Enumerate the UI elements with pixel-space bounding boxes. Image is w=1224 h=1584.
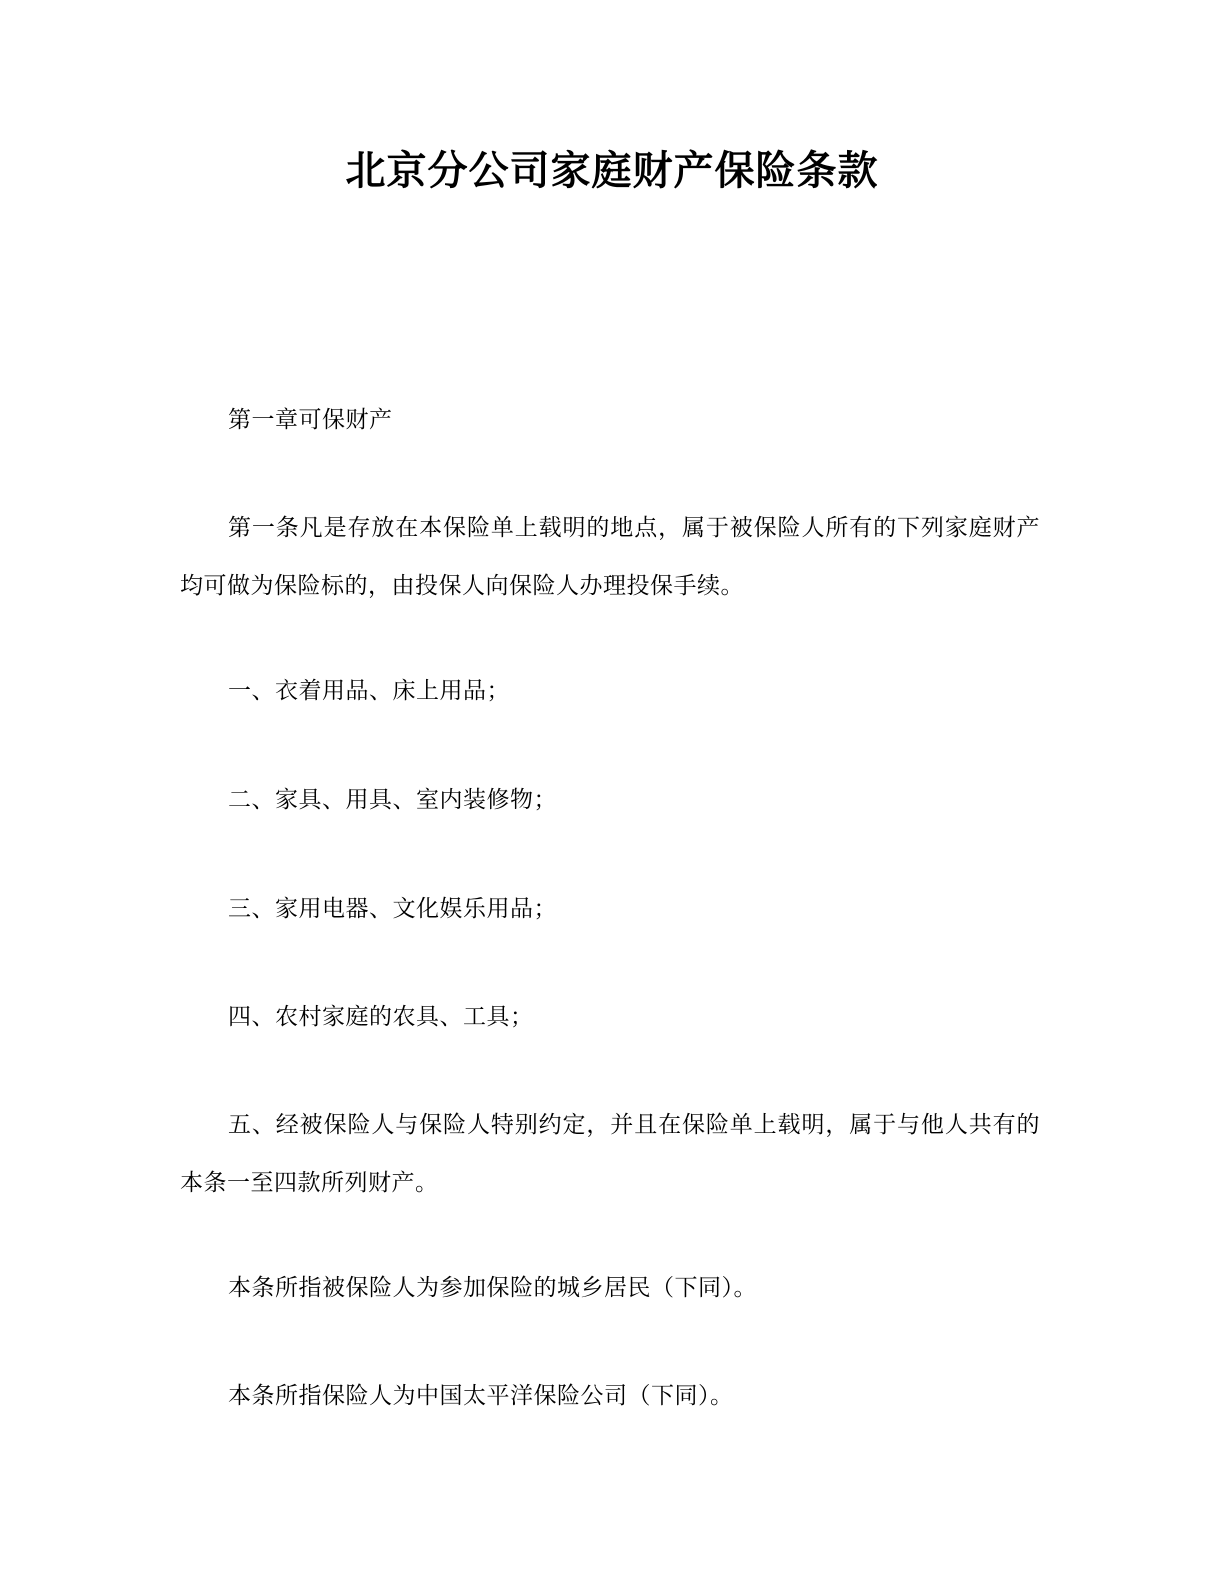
document-title: 北京分公司家庭财产保险条款 <box>345 148 879 194</box>
list-item-1: 一、衣着用品、床上用品； <box>228 678 510 704</box>
note-paragraph-insured: 本条所指被保险人为参加保险的城乡居民（下同）。 <box>228 1275 757 1301</box>
list-item-3: 三、家用电器、文化娱乐用品； <box>228 896 557 922</box>
list-item-2: 二、家具、用具、室内装修物； <box>228 787 557 813</box>
list-item-5: 五、经被保险人与保险人特别约定，并且在保险单上载明，属于与他人共有的本条一至四款所列财产。 <box>180 1112 1040 1196</box>
chapter-heading: 第一章可保财产 <box>228 407 393 433</box>
note-paragraph-insurer: 本条所指保险人为中国太平洋保险公司（下同）。 <box>228 1383 734 1409</box>
article-paragraph: 第一条凡是存放在本保险单上载明的地点，属于被保险人所有的下列家庭财产均可做为保险标的，由投保人向保险人办理投保手续。 <box>180 515 1040 599</box>
list-item-4: 四、农村家庭的农具、工具； <box>228 1004 534 1030</box>
